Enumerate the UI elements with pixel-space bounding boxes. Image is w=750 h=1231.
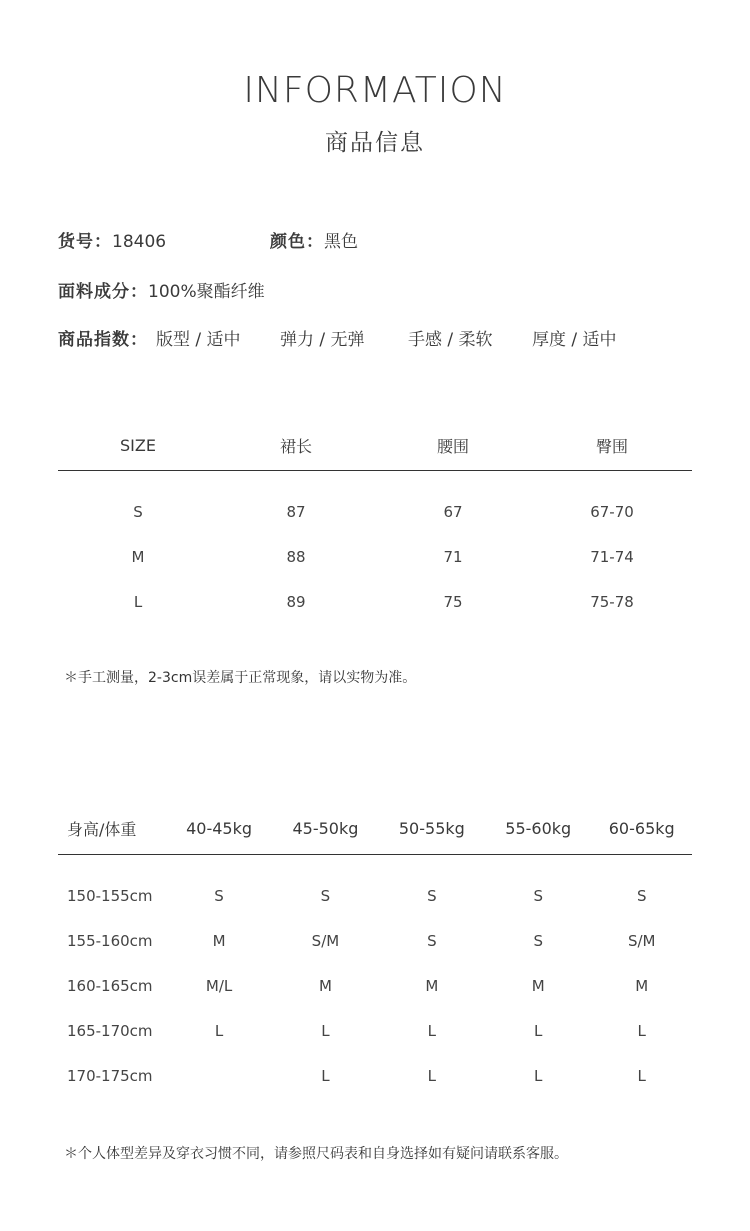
fit-table — [58, 802, 692, 1098]
table-cell: L — [133, 592, 143, 611]
table-cell: 170-175cm — [67, 1066, 153, 1085]
size-header-size: SIZE — [58, 420, 218, 471]
page-title-chinese: 商品信息 — [325, 130, 425, 156]
fabric-label: 面料成分： — [58, 282, 148, 302]
table-cell: 71 — [443, 547, 463, 566]
fit-table-header — [58, 802, 692, 855]
table-cell: 155-160cm — [67, 931, 153, 950]
table-cell: M — [131, 547, 145, 566]
table-cell: S — [320, 886, 331, 905]
color-info — [270, 227, 358, 252]
size-header-waist: 腰围 — [374, 420, 532, 471]
index-fit: 版型 / 适中 — [156, 330, 241, 350]
table-cell: 165-170cm — [67, 1021, 153, 1040]
fit-header-50-55: 50-55kg — [379, 802, 485, 855]
table-cell: S — [214, 886, 224, 905]
table-cell: S — [427, 886, 437, 905]
table-cell: L — [637, 1066, 646, 1085]
fit-header-40-45: 40-45kg — [166, 802, 272, 855]
table-cell: L — [321, 1021, 330, 1040]
fit-note: ＊个人体型差异及穿衣习惯不同，请参照尺码表和自身选择如有疑问请联系客服。 — [64, 1146, 568, 1162]
table-cell: L — [637, 1021, 646, 1040]
fabric-info — [58, 277, 265, 302]
page-title-english: INFORMATION — [243, 70, 507, 111]
table-cell: 67 — [443, 502, 463, 521]
table-row — [58, 579, 692, 624]
table-cell: 89 — [286, 592, 306, 611]
table-cell: L — [214, 1021, 224, 1040]
size-table-header — [58, 420, 692, 471]
measurement-note: ＊手工测量，2-3cm误差属于正常现象，请以实物为准。 — [64, 670, 417, 686]
table-cell: L — [534, 1066, 543, 1085]
size-header-length: 裙长 — [218, 420, 374, 471]
table-cell: M — [531, 976, 545, 995]
table-cell: 75-78 — [590, 592, 634, 611]
fabric-value: 100%聚酯纤维 — [148, 282, 265, 302]
color-label: 颜色： — [270, 232, 324, 252]
size-header-hip: 臀围 — [532, 420, 692, 471]
table-cell: S/M — [627, 931, 656, 950]
table-cell: 75 — [443, 592, 463, 611]
item-number — [58, 227, 166, 252]
table-row — [58, 918, 692, 963]
table-cell: L — [534, 1021, 543, 1040]
table-row — [58, 1053, 692, 1098]
table-row — [58, 471, 692, 535]
color-value: 黑色 — [324, 232, 358, 252]
table-row — [58, 855, 692, 919]
item-number-value: 18406 — [112, 232, 167, 252]
item-number-label: 货号： — [58, 232, 112, 252]
table-cell: M/L — [205, 976, 233, 995]
table-cell: S — [533, 886, 543, 905]
table-row — [58, 963, 692, 1008]
table-cell: S — [427, 931, 437, 950]
table-cell — [166, 1053, 272, 1098]
index-thickness: 厚度 / 适中 — [532, 330, 617, 350]
table-cell: 160-165cm — [67, 976, 153, 995]
size-table — [58, 420, 692, 624]
fit-header-height-weight: 身高/体重 — [58, 802, 166, 855]
product-index-label: 商品指数： — [58, 330, 148, 350]
table-row — [58, 1008, 692, 1053]
index-elasticity: 弹力 / 无弹 — [280, 330, 365, 350]
product-index — [58, 325, 148, 350]
table-cell: S — [533, 931, 543, 950]
table-cell: S/M — [311, 931, 340, 950]
table-cell: S — [636, 886, 647, 905]
table-cell: 150-155cm — [67, 886, 153, 905]
table-cell: M — [318, 976, 332, 995]
table-cell: M — [425, 976, 439, 995]
table-cell: L — [427, 1021, 437, 1040]
table-cell: 88 — [286, 547, 306, 566]
table-cell: 71-74 — [590, 547, 634, 566]
table-cell: 67-70 — [590, 502, 634, 521]
table-cell: M — [635, 976, 649, 995]
index-feel: 手感 / 柔软 — [408, 330, 493, 350]
table-cell: S — [133, 502, 143, 521]
fit-header-45-50: 45-50kg — [272, 802, 378, 855]
table-cell: L — [427, 1066, 437, 1085]
table-cell: M — [212, 931, 226, 950]
table-cell: 87 — [286, 502, 306, 521]
fit-header-60-65: 60-65kg — [591, 802, 692, 855]
table-row — [58, 534, 692, 579]
fit-header-55-60: 55-60kg — [485, 802, 591, 855]
table-cell: L — [321, 1066, 330, 1085]
